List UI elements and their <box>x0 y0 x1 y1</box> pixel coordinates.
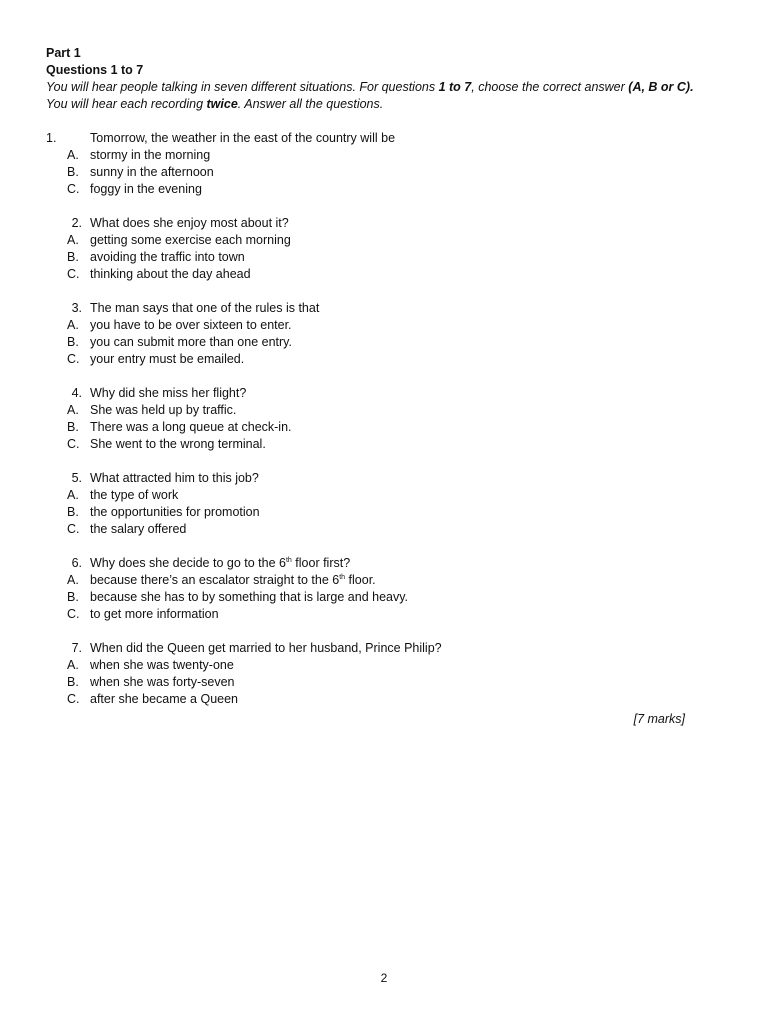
answer-option <box>46 249 726 266</box>
question-text: Tomorrow, the weather in the east of the country will be <box>90 131 396 145</box>
option-text: your entry must be emailed. <box>90 352 245 366</box>
option-letter: A. <box>67 403 79 417</box>
option-letter: C. <box>67 437 80 451</box>
answer-option <box>46 657 726 674</box>
answer-option <box>46 521 726 538</box>
answer-option <box>46 266 726 283</box>
option-letter: B. <box>67 505 79 519</box>
question-number: 2. <box>71 216 82 230</box>
option-letter: B. <box>67 675 79 689</box>
question-2 <box>46 215 726 283</box>
answer-option <box>46 419 726 436</box>
text-segment: Why does she decide to go to the 6 <box>90 556 286 570</box>
text-segment: because there’s an escalator straight to the 6 <box>90 573 340 587</box>
answer-option <box>46 317 726 334</box>
option-text: the type of work <box>90 488 179 502</box>
option-text <box>90 572 726 589</box>
answer-option <box>46 606 726 623</box>
option-letter: C. <box>67 182 80 196</box>
text-segment: floor. <box>345 573 376 587</box>
instruction-bold: (A, B or C). <box>628 80 694 94</box>
answer-option <box>46 181 726 198</box>
question-7 <box>46 640 726 708</box>
question-text: What does she enjoy most about it? <box>90 216 289 230</box>
question-number: 6. <box>71 556 82 570</box>
option-letter: C. <box>67 352 80 366</box>
option-letter: B. <box>67 165 79 179</box>
answer-option <box>46 232 726 249</box>
option-text: getting some exercise each morning <box>90 233 291 247</box>
option-text: after she became a Queen <box>90 692 239 706</box>
question-text: When did the Queen get married to her husband, Prince Philip? <box>90 641 442 655</box>
question-3 <box>46 300 726 368</box>
option-text: thinking about the day ahead <box>90 267 251 281</box>
option-text: the opportunities for promotion <box>90 505 260 519</box>
question-5 <box>46 470 726 538</box>
option-text: when she was twenty-one <box>90 658 234 672</box>
option-letter: C. <box>67 607 80 621</box>
instruction-text: You will hear people talking in seven different situations. For questions <box>46 80 439 94</box>
instruction-line-2 <box>46 96 726 113</box>
answer-option <box>46 589 726 606</box>
option-text: you have to be over sixteen to enter. <box>90 318 292 332</box>
option-letter: A. <box>67 573 79 587</box>
option-text: you can submit more than one entry. <box>90 335 292 349</box>
questions-range-title: Questions 1 to 7 <box>46 63 144 77</box>
answer-option <box>46 164 726 181</box>
answer-option <box>46 487 726 504</box>
text-segment: floor first? <box>291 556 351 570</box>
question-text: What attracted him to this job? <box>90 471 259 485</box>
answer-option <box>46 504 726 521</box>
question-list <box>46 130 726 725</box>
question-number: 5. <box>71 471 82 485</box>
option-letter: B. <box>67 250 79 264</box>
option-text: avoiding the traffic into town <box>90 250 245 264</box>
option-text: foggy in the evening <box>90 182 202 196</box>
option-text: because she has to by something that is large and heavy. <box>90 590 409 604</box>
answer-option <box>46 572 726 589</box>
question-number: 3. <box>71 301 82 315</box>
option-text: sunny in the afternoon <box>90 165 214 179</box>
option-text: the salary offered <box>90 522 187 536</box>
option-letter: A. <box>67 488 79 502</box>
instruction-text: You will hear each recording <box>46 97 207 111</box>
instruction-text: . Answer all the questions. <box>237 97 384 111</box>
question-number: 4. <box>71 386 82 400</box>
option-letter: C. <box>67 522 80 536</box>
question-1 <box>46 130 726 198</box>
answer-option <box>46 402 726 419</box>
option-text: There was a long queue at check-in. <box>90 420 292 434</box>
answer-option <box>46 351 726 368</box>
instruction-text: , choose the correct answer <box>471 80 629 94</box>
answer-option <box>46 147 726 164</box>
option-letter: C. <box>67 267 80 281</box>
question-6 <box>46 555 726 623</box>
option-letter: A. <box>67 658 79 672</box>
instruction-bold: twice <box>206 97 238 111</box>
question-number: 1. <box>46 131 57 145</box>
option-letter: B. <box>67 335 79 349</box>
page-number: 2 <box>380 971 388 985</box>
option-letter: A. <box>67 318 79 332</box>
option-letter: A. <box>67 148 79 162</box>
option-text: stormy in the morning <box>90 148 211 162</box>
answer-option <box>46 436 726 453</box>
answer-option <box>46 674 726 691</box>
answer-option <box>46 334 726 351</box>
question-number: 7. <box>71 641 82 655</box>
question-text <box>90 555 726 572</box>
question-text: The man says that one of the rules is that <box>90 301 320 315</box>
question-4 <box>46 385 726 453</box>
part-title: Part 1 <box>46 46 81 60</box>
option-letter: C. <box>67 692 80 706</box>
section-header <box>46 45 726 113</box>
option-text: to get more information <box>90 607 219 621</box>
option-text: She was held up by traffic. <box>90 403 237 417</box>
question-text: Why did she miss her flight? <box>90 386 247 400</box>
instruction-line-1 <box>46 79 726 96</box>
ordinal-superscript: th <box>285 557 292 564</box>
option-letter: B. <box>67 590 79 604</box>
instruction-bold: 1 to 7 <box>438 80 472 94</box>
option-text: when she was forty-seven <box>90 675 235 689</box>
option-letter: A. <box>67 233 79 247</box>
marks-label: [7 marks] <box>633 712 685 726</box>
option-letter: B. <box>67 420 79 434</box>
ordinal-superscript: th <box>339 574 346 581</box>
answer-option <box>46 691 726 708</box>
option-text: She went to the wrong terminal. <box>90 437 266 451</box>
